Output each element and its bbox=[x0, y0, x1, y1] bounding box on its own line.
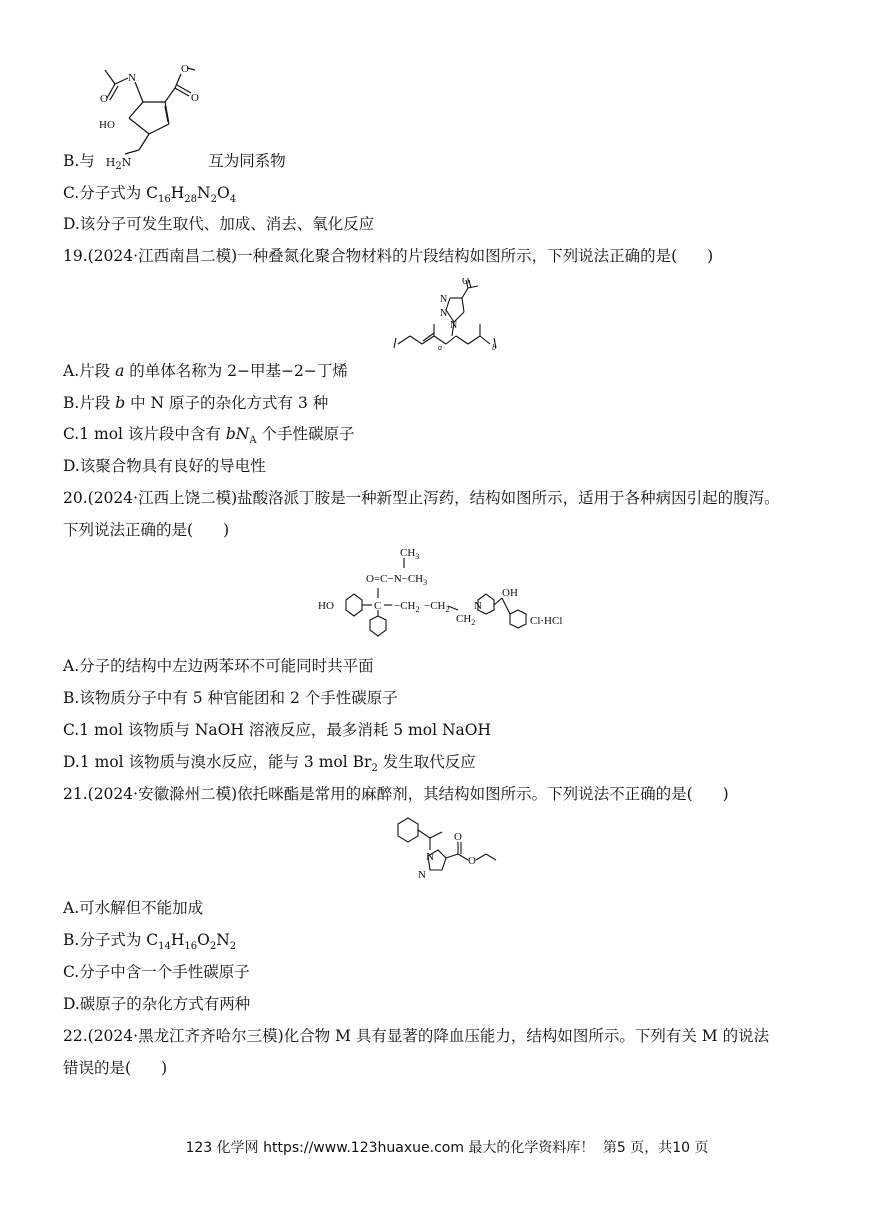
q19-mol-n1: N bbox=[440, 294, 448, 305]
q20-mol-ch3-top: $CH_3$ bbox=[400, 548, 420, 561]
q19-stem: 19.(2024·江西南昌二模)一种叠氮化聚合物材料的片段结构如图所示，下列说法正确的是( ) bbox=[63, 247, 714, 265]
q19-structure-image bbox=[390, 278, 510, 354]
footer-page-number: 第5 页，共10 页 bbox=[602, 1140, 709, 1156]
q20-mol-clhcl: Cl·HCl bbox=[530, 615, 563, 627]
q20-mol-ho: HO bbox=[318, 600, 334, 612]
q19-mol-n3: N bbox=[450, 320, 458, 331]
q18-mol-o2: O bbox=[191, 92, 199, 104]
q21-mol-o2: O bbox=[468, 855, 476, 867]
q20-option-d: D.1 mol 该物质与溴水反应，能与 3 mol $Br_2$ 发生取代反应 bbox=[63, 753, 476, 775]
q20-option-a: A.分子的结构中左边两苯环不可能同时共平面 bbox=[63, 657, 374, 675]
q18-option-b bbox=[63, 151, 286, 173]
q18-option-c: C.分子式为 $C_{16}H_{28}N_2O_4$ bbox=[63, 184, 237, 206]
q22-stem-line2: 错误的是( ) bbox=[63, 1059, 168, 1077]
q18-mol-o3: O bbox=[100, 93, 108, 105]
q20-mol-oh: OH bbox=[502, 587, 518, 599]
q18-structure-image bbox=[95, 62, 225, 162]
page-footer bbox=[0, 1137, 894, 1157]
q21-option-d: D.碳原子的杂化方式有两种 bbox=[63, 995, 251, 1013]
q21-mol-n2: N bbox=[418, 869, 426, 881]
q20-option-c: C.1 mol 该物质与 NaOH 溶液反应，最多消耗 5 mol NaOH bbox=[63, 721, 491, 739]
q21-option-b: B.分子式为 $C_{14}H_{16}O_2N_2$ bbox=[63, 931, 237, 953]
q18-mol-o1: O bbox=[181, 63, 189, 75]
q21-option-c: C.分子中含一个手性碳原子 bbox=[63, 963, 250, 981]
q18-b-prefix: B.与 bbox=[63, 152, 95, 170]
q21-structure-image bbox=[390, 814, 510, 894]
q22-stem-line1: 22.(2024·黑龙江齐齐哈尔三模)化合物 M 具有显著的降血压能力，结构如图所示。下列有关 M 的说法 bbox=[63, 1027, 770, 1045]
footer-site: 123 化学网 https://www.123huaxue.com 最大的化学资料库！ bbox=[185, 1140, 595, 1156]
q18-mol-ho: HO bbox=[99, 119, 115, 131]
q21-stem: 21.(2024·安徽滁州二模)依托咪酯是常用的麻醉剂，其结构如图所示。下列说法不正确的是( ) bbox=[63, 785, 729, 803]
q19-mol-a: a bbox=[438, 343, 442, 352]
q20-option-b: B.该物质分子中有 5 种官能团和 2 个手性碳原子 bbox=[63, 689, 398, 707]
q19-mol-n2: N bbox=[440, 308, 448, 319]
q19-option-a: A.片段 a 的单体名称为 2−甲基−2−丁烯 bbox=[63, 362, 348, 380]
q18-b-h2n: $H_2N$ bbox=[105, 156, 132, 173]
q19-option-b: B.片段 b 中 N 原子的杂化方式有 3 种 bbox=[63, 394, 329, 412]
q20-mol-ch2b: $-CH_2$ bbox=[424, 600, 450, 614]
q20-structure-image bbox=[318, 548, 580, 644]
q19-option-d: D.该聚合物具有良好的导电性 bbox=[63, 457, 266, 475]
q21-mol-n1: N bbox=[426, 851, 434, 863]
q20-mol-n: N bbox=[474, 600, 482, 612]
q20-mol-ch2a: $-CH_2$ bbox=[394, 600, 420, 614]
q18-b-suffix: 互为同系物 bbox=[208, 152, 286, 170]
q21-option-a: A.可水解但不能加成 bbox=[63, 899, 204, 917]
q20-mol-amide: $O=C-N-CH_3$ bbox=[366, 573, 428, 587]
q20-mol-ch2c: $CH_2$ bbox=[456, 613, 476, 627]
q20-stem-line1: 20.(2024·江西上饶二模)盐酸洛派丁胺是一种新型止泻药，结构如图所示，适用于各种病因引起的腹泻。 bbox=[63, 489, 780, 507]
q21-mol-o1: O bbox=[454, 831, 462, 843]
q20-stem-line2: 下列说法正确的是( ) bbox=[63, 521, 230, 539]
q18-mol-n: N bbox=[128, 72, 136, 84]
q18-option-d: D.该分子可发生取代、加成、消去、氧化反应 bbox=[63, 215, 375, 233]
q20-mol-c: C bbox=[374, 600, 382, 612]
q19-option-c: C.1 mol 该片段中含有 $bN_A$ 个手性碳原子 bbox=[63, 425, 355, 447]
q19-mol-b: b bbox=[492, 343, 496, 352]
q19-mol-o: O bbox=[462, 278, 470, 287]
